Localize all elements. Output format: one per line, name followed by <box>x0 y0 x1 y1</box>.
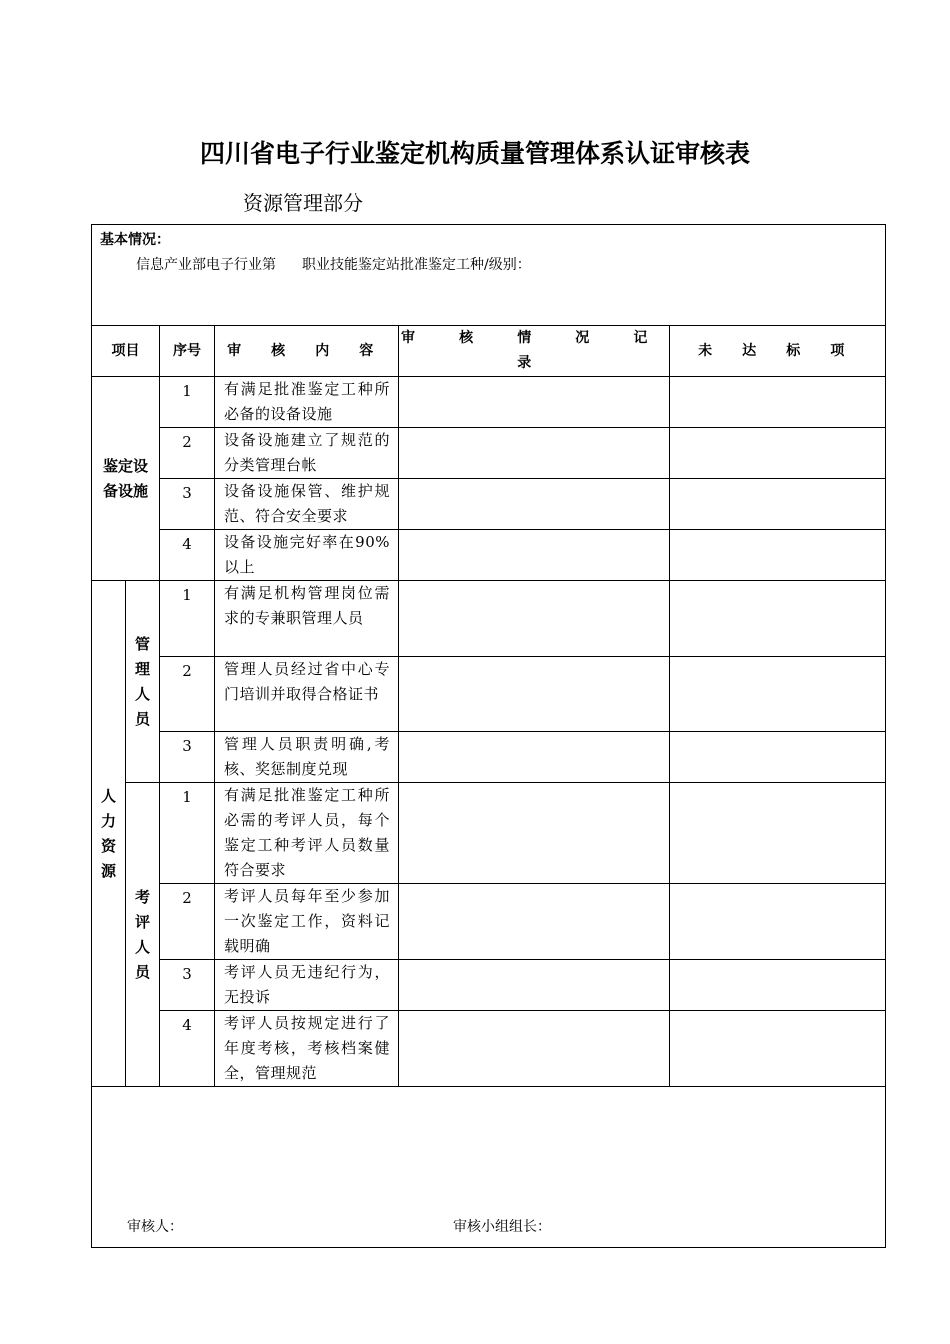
record-cell[interactable] <box>399 657 670 732</box>
table-row <box>92 732 886 783</box>
basic-info-label: 基本情况： <box>100 232 170 248</box>
section-hr-label <box>92 581 126 1087</box>
seq-cell: 4 <box>160 1011 215 1087</box>
table-row <box>92 783 886 884</box>
header-seq: 序号 <box>160 326 215 377</box>
table-row <box>92 377 886 428</box>
record-cell[interactable] <box>399 530 670 581</box>
seq-cell: 2 <box>160 657 215 732</box>
seq-cell: 3 <box>160 479 215 530</box>
header-content: 审 核 内 容 <box>215 326 399 377</box>
audit-table <box>91 224 886 1248</box>
subsection-assessors-label <box>126 783 160 1087</box>
unmet-cell[interactable] <box>670 657 886 732</box>
content-cell: 设备设施保管、维护规范、符合安全要求 <box>215 479 399 530</box>
seq-cell: 1 <box>160 581 215 657</box>
header-record: 审 核 情 况 记 录 <box>399 326 670 377</box>
document-subtitle: 资源管理部分 <box>243 191 363 215</box>
table-row <box>92 479 886 530</box>
header-row <box>92 326 886 377</box>
record-cell[interactable] <box>399 960 670 1011</box>
content-cell: 考评人员无违纪行为，无投诉 <box>215 960 399 1011</box>
footer-row <box>92 1087 886 1248</box>
record-cell[interactable] <box>399 581 670 657</box>
content-cell: 设备设施完好率在90%以上 <box>215 530 399 581</box>
record-cell[interactable] <box>399 428 670 479</box>
basic-info-text-part2: 职业技能鉴定站批准鉴定工种/级别： <box>302 257 531 273</box>
content-cell: 考评人员按规定进行了年度考核，考核档案健全，管理规范 <box>215 1011 399 1087</box>
content-cell: 考评人员每年至少参加一次鉴定工作，资料记载明确 <box>215 884 399 960</box>
subsection-assessors-label-text: 考评人员 <box>134 887 150 981</box>
seq-cell: 4 <box>160 530 215 581</box>
table-row <box>92 657 886 732</box>
table-row <box>92 960 886 1011</box>
record-cell[interactable] <box>399 783 670 884</box>
unmet-cell[interactable] <box>670 530 886 581</box>
basic-info-text-part1: 信息产业部电子行业第 <box>136 257 276 273</box>
auditor-signature-label: 审核人： <box>127 1219 183 1235</box>
leader-signature-label: 审核小组组长： <box>453 1219 551 1235</box>
record-cell[interactable] <box>399 479 670 530</box>
basic-info-text <box>100 253 885 278</box>
content-cell: 有满足批准鉴定工种所必需的考评人员，每个鉴定工种考评人员数量符合要求 <box>215 783 399 884</box>
subsection-management-label <box>126 581 160 783</box>
seq-cell: 3 <box>160 732 215 783</box>
record-cell[interactable] <box>399 1011 670 1087</box>
document-title: 四川省电子行业鉴定机构质量管理体系认证审核表 <box>199 139 750 168</box>
section-equipment-label <box>92 377 160 581</box>
content-cell: 管理人员职责明确,考核、奖惩制度兑现 <box>215 732 399 783</box>
unmet-cell[interactable] <box>670 377 886 428</box>
content-cell: 管理人员经过省中心专门培训并取得合格证书 <box>215 657 399 732</box>
table-row <box>92 1011 886 1087</box>
table-row <box>92 428 886 479</box>
unmet-cell[interactable] <box>670 732 886 783</box>
record-cell[interactable] <box>399 732 670 783</box>
content-cell: 有满足机构管理岗位需求的专兼职管理人员 <box>215 581 399 657</box>
content-cell: 有满足批准鉴定工种所必备的设备设施 <box>215 377 399 428</box>
basic-info-row <box>92 225 886 326</box>
header-unmet: 未 达 标 项 <box>670 326 886 377</box>
unmet-cell[interactable] <box>670 960 886 1011</box>
section-hr-label-text: 人力资源 <box>100 786 116 880</box>
seq-cell: 1 <box>160 783 215 884</box>
seq-cell: 2 <box>160 428 215 479</box>
table-row <box>92 530 886 581</box>
seq-cell: 3 <box>160 960 215 1011</box>
table-row <box>92 581 886 657</box>
footer-cell[interactable] <box>92 1087 886 1248</box>
unmet-cell[interactable] <box>670 884 886 960</box>
unmet-cell[interactable] <box>670 479 886 530</box>
unmet-cell[interactable] <box>670 1011 886 1087</box>
unmet-cell[interactable] <box>670 783 886 884</box>
subsection-management-label-text: 管理人员 <box>134 634 150 728</box>
content-cell: 设备设施建立了规范的分类管理台帐 <box>215 428 399 479</box>
table-row <box>92 884 886 960</box>
seq-cell: 1 <box>160 377 215 428</box>
record-cell[interactable] <box>399 377 670 428</box>
section-equipment-label-text: 鉴定设备设施 <box>102 456 148 500</box>
unmet-cell[interactable] <box>670 581 886 657</box>
basic-info-cell[interactable] <box>92 225 886 326</box>
unmet-cell[interactable] <box>670 428 886 479</box>
header-item: 项目 <box>92 326 160 377</box>
record-cell[interactable] <box>399 884 670 960</box>
seq-cell: 2 <box>160 884 215 960</box>
